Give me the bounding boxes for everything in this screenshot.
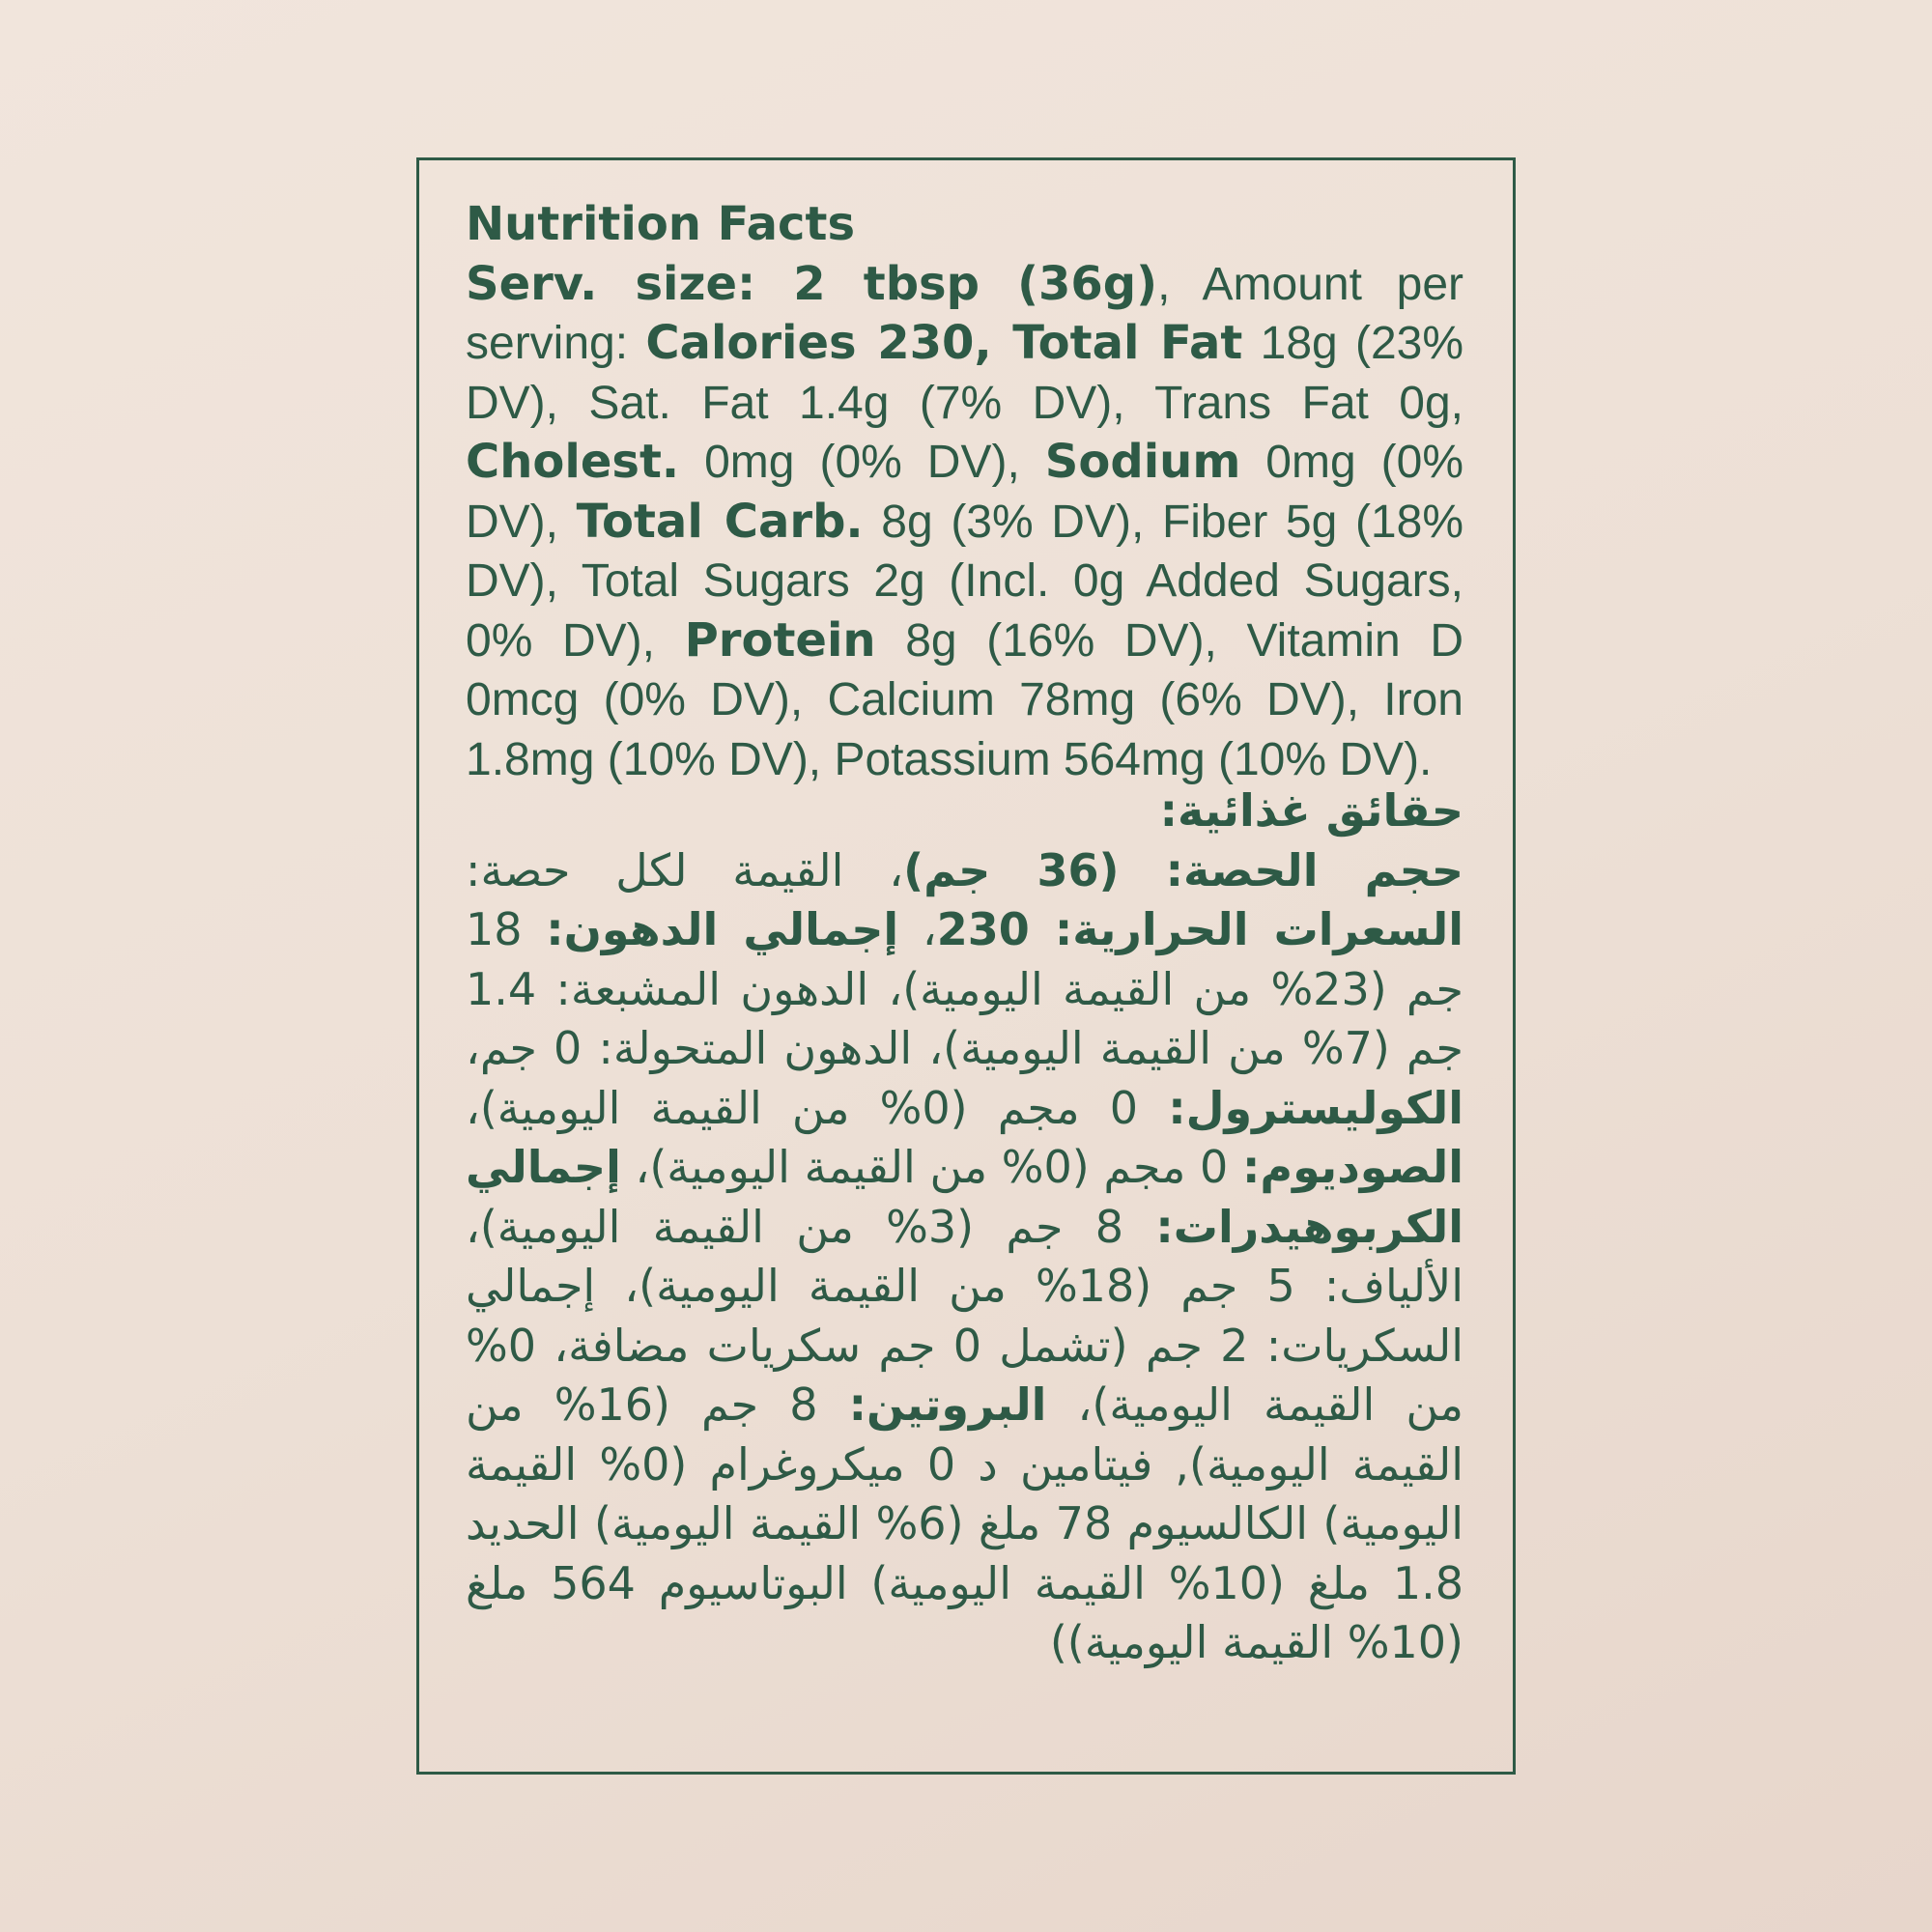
arabic-cholesterol-value-text: 0 مجم (0% من القيمة اليومية)، (466, 1081, 1169, 1134)
arabic-total-fat-label: إجمالي الدهون: (546, 903, 899, 955)
arabic-nutrition-text (466, 841, 1463, 1673)
protein-label: Protein (684, 612, 876, 668)
arabic-heading: حقائق غذائية: (1159, 784, 1463, 837)
sodium-value-text: 0mg (0% DV), (466, 437, 1464, 548)
arabic-protein-vitamins-minerals-text: 8 جم (16% من القيمة اليومية), فيتامين د 0 ميكروغرام (0% القيمة اليومية) الكالسيوم 78 ملغ (6% القيمة اليومية) الحديد 1.8 ملغ (10% القيمة اليومية) البوتاسيوم 564 ملغ (10% القيمة اليومية)) (466, 1378, 1463, 1668)
fat-details-text: 18g (23% DV), Sat. Fat 1.4g (7% DV), Trans Fat 0g, (466, 318, 1464, 429)
serving-size-label: Serv. size: 2 tbsp (36g) (466, 256, 1158, 311)
arabic-sodium-label: الصوديوم: (1241, 1141, 1464, 1193)
arabic-cholesterol-label: الكوليسترول: (1168, 1081, 1463, 1134)
protein-vitamins-minerals-text: 8g (16% DV), Vitamin D 0mcg (0% DV), Calcium 78mg (6% DV), Iron 1.8mg (10% DV), Potassium 564mg (10% DV). (466, 614, 1463, 785)
arabic-protein-label: البروتين: (848, 1378, 1047, 1431)
carb-details-text: 8g (3% DV), Fiber 5g (18% DV), Total Sugars 2g (Incl. 0g Added Sugars, 0% DV), (466, 496, 1463, 667)
arabic-serving-size-label: حجم الحصة: (36 جم) (903, 843, 1463, 896)
total-carb-label: Total Carb. (576, 494, 864, 549)
calories-total-fat-label: Calories 230, Total Fat (645, 316, 1243, 370)
arabic-fat-details-text: 18 جم (23% من القيمة اليومية)، الدهون المشبعة: 1.4 جم (7% من القيمة اليومية)، الدهون المتحولة: 0 جم، (466, 903, 1463, 1074)
cholesterol-label: Cholest. (466, 435, 680, 489)
arabic-calories-label: السعرات الحرارية: 230 (936, 903, 1463, 955)
arabic-sodium-value-text: 0 مجم (0% من القيمة اليومية)، (620, 1141, 1242, 1193)
arabic-separator-text: ، (898, 903, 937, 955)
english-nutrition-text (466, 255, 1463, 790)
arabic-total-carb-label: إجمالي الكربوهيدرات: (466, 1141, 1464, 1253)
nutrition-label (416, 157, 1516, 1775)
sodium-label: Sodium (1044, 435, 1241, 489)
cholesterol-value-text: 0mg (0% DV), (679, 437, 1045, 488)
amount-per-serving-text: , Amount per serving: (466, 258, 1464, 369)
arabic-amount-per-serving-text: ، القيمة لكل حصة: (466, 843, 904, 896)
english-heading: Nutrition Facts (466, 197, 856, 251)
arabic-carb-details-text: 8 جم (3% من القيمة اليومية)، الألياف: 5 جم (18% من القيمة اليومية)، إجمالي السكريات: 2 جم (تشمل 0 جم سكريات مضافة، 0% من القيمة اليومية)، (466, 1200, 1463, 1431)
